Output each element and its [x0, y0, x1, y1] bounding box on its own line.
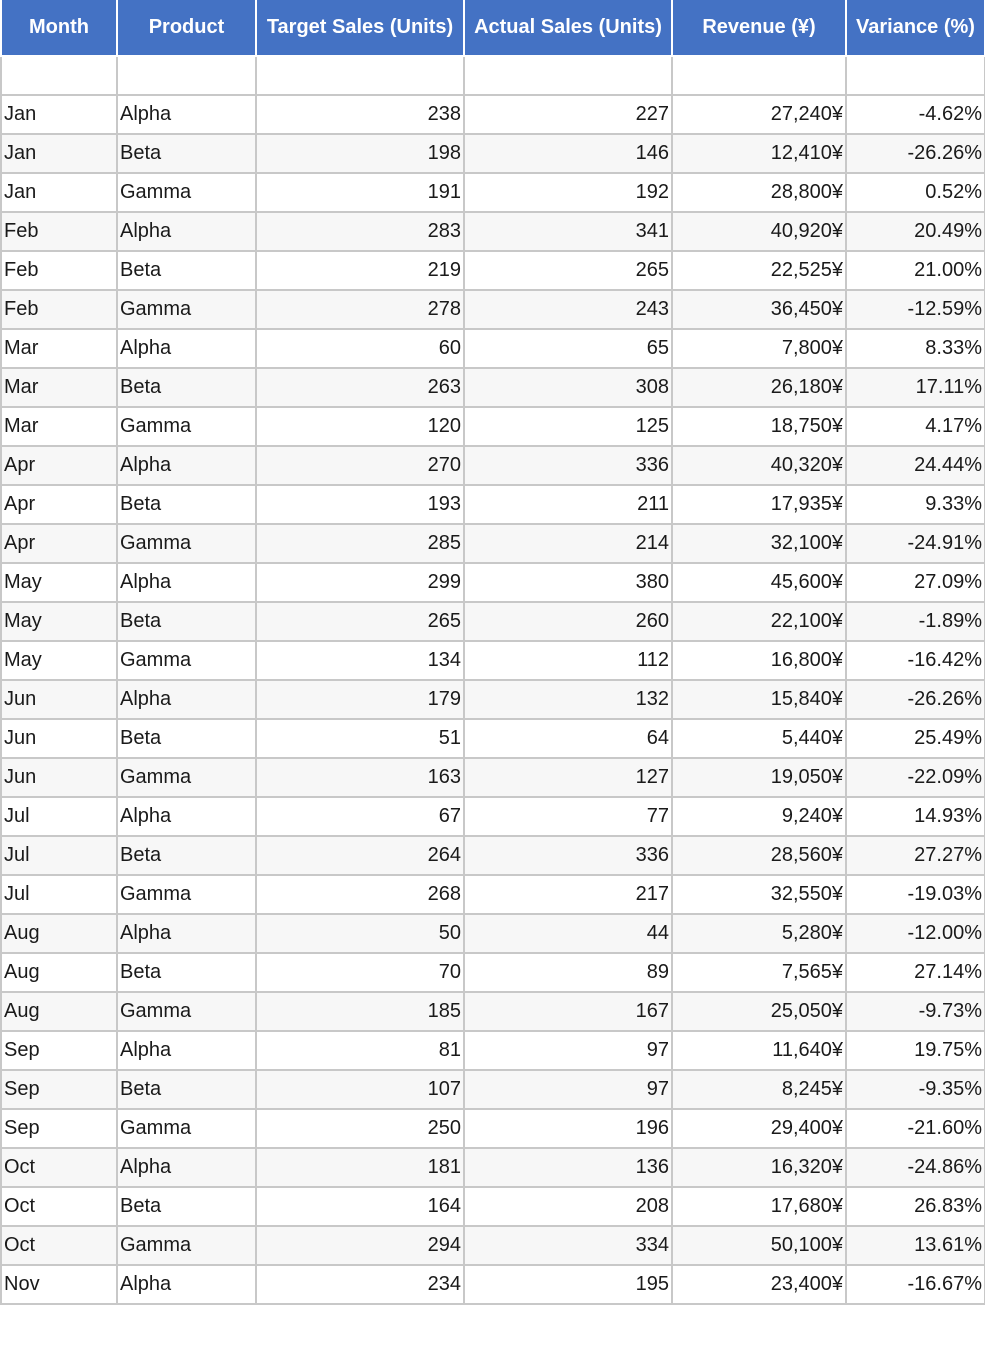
table-row — [1, 953, 985, 992]
cell-actual-sales[interactable]: 146 — [464, 134, 672, 173]
empty-cell[interactable] — [117, 56, 256, 95]
table-row — [1, 992, 985, 1031]
header-revenue[interactable]: Revenue (¥) — [672, 0, 846, 56]
cell-month[interactable]: Apr — [1, 524, 117, 563]
cell-actual-sales[interactable]: 167 — [464, 992, 672, 1031]
cell-product[interactable]: Gamma — [117, 290, 256, 329]
cell-variance[interactable]: 26.83% — [846, 1187, 985, 1226]
table-row — [1, 407, 985, 446]
cell-revenue[interactable]: 23,400¥ — [672, 1265, 846, 1304]
cell-month[interactable]: Mar — [1, 329, 117, 368]
cell-target-sales[interactable]: 278 — [256, 290, 464, 329]
cell-month[interactable]: Jan — [1, 95, 117, 134]
cell-revenue[interactable]: 9,240¥ — [672, 797, 846, 836]
cell-variance[interactable]: -4.62% — [846, 95, 985, 134]
cell-month[interactable]: Nov — [1, 1265, 117, 1304]
cell-target-sales[interactable]: 134 — [256, 641, 464, 680]
cell-target-sales[interactable]: 163 — [256, 758, 464, 797]
cell-revenue[interactable]: 32,550¥ — [672, 875, 846, 914]
cell-product[interactable]: Gamma — [117, 875, 256, 914]
cell-product[interactable]: Alpha — [117, 95, 256, 134]
cell-actual-sales[interactable]: 97 — [464, 1070, 672, 1109]
cell-revenue[interactable]: 40,320¥ — [672, 446, 846, 485]
cell-variance[interactable]: 25.49% — [846, 719, 985, 758]
cell-variance[interactable]: 0.52% — [846, 173, 985, 212]
table-row — [1, 1265, 985, 1304]
cell-variance[interactable]: 8.33% — [846, 329, 985, 368]
cell-month[interactable]: Oct — [1, 1226, 117, 1265]
empty-cell[interactable] — [256, 56, 464, 95]
header-row — [1, 0, 985, 56]
table-row — [1, 1187, 985, 1226]
cell-product[interactable]: Beta — [117, 1187, 256, 1226]
cell-revenue[interactable]: 15,840¥ — [672, 680, 846, 719]
cell-actual-sales[interactable]: 214 — [464, 524, 672, 563]
table-row — [1, 95, 985, 134]
cell-revenue[interactable]: 16,800¥ — [672, 641, 846, 680]
cell-product[interactable]: Alpha — [117, 563, 256, 602]
cell-product[interactable]: Gamma — [117, 992, 256, 1031]
cell-variance[interactable]: 17.11% — [846, 368, 985, 407]
cell-variance[interactable]: 24.44% — [846, 446, 985, 485]
cell-target-sales[interactable]: 164 — [256, 1187, 464, 1226]
cell-actual-sales[interactable]: 336 — [464, 836, 672, 875]
cell-revenue[interactable]: 5,280¥ — [672, 914, 846, 953]
cell-actual-sales[interactable]: 341 — [464, 212, 672, 251]
cell-actual-sales[interactable]: 112 — [464, 641, 672, 680]
empty-row — [1, 56, 985, 95]
cell-variance[interactable]: -12.00% — [846, 914, 985, 953]
cell-product[interactable]: Beta — [117, 368, 256, 407]
cell-month[interactable]: Oct — [1, 1187, 117, 1226]
cell-month[interactable]: Sep — [1, 1109, 117, 1148]
cell-revenue[interactable]: 22,100¥ — [672, 602, 846, 641]
cell-target-sales[interactable]: 285 — [256, 524, 464, 563]
table-row — [1, 680, 985, 719]
cell-revenue[interactable]: 27,240¥ — [672, 95, 846, 134]
cell-product[interactable]: Alpha — [117, 914, 256, 953]
cell-actual-sales[interactable]: 195 — [464, 1265, 672, 1304]
table-row — [1, 797, 985, 836]
table-row — [1, 836, 985, 875]
cell-revenue[interactable]: 11,640¥ — [672, 1031, 846, 1070]
cell-month[interactable]: Jul — [1, 875, 117, 914]
cell-target-sales[interactable]: 299 — [256, 563, 464, 602]
cell-variance[interactable]: -24.91% — [846, 524, 985, 563]
table-row — [1, 1148, 985, 1187]
cell-product[interactable]: Alpha — [117, 1148, 256, 1187]
cell-month[interactable]: Mar — [1, 368, 117, 407]
cell-product[interactable]: Alpha — [117, 1265, 256, 1304]
cell-revenue[interactable]: 32,100¥ — [672, 524, 846, 563]
cell-product[interactable]: Gamma — [117, 641, 256, 680]
cell-revenue[interactable]: 17,680¥ — [672, 1187, 846, 1226]
cell-month[interactable]: Jun — [1, 680, 117, 719]
table-row — [1, 524, 985, 563]
cell-product[interactable]: Beta — [117, 953, 256, 992]
cell-actual-sales[interactable]: 97 — [464, 1031, 672, 1070]
cell-actual-sales[interactable]: 127 — [464, 758, 672, 797]
cell-month[interactable]: Jan — [1, 134, 117, 173]
cell-month[interactable]: Jul — [1, 836, 117, 875]
table-row — [1, 602, 985, 641]
cell-target-sales[interactable]: 107 — [256, 1070, 464, 1109]
cell-variance[interactable]: -22.09% — [846, 758, 985, 797]
cell-target-sales[interactable]: 238 — [256, 95, 464, 134]
cell-product[interactable]: Beta — [117, 1070, 256, 1109]
cell-target-sales[interactable]: 283 — [256, 212, 464, 251]
cell-variance[interactable]: -16.67% — [846, 1265, 985, 1304]
cell-target-sales[interactable]: 263 — [256, 368, 464, 407]
cell-revenue[interactable]: 19,050¥ — [672, 758, 846, 797]
header-target-sales[interactable]: Target Sales (Units) — [256, 0, 464, 56]
cell-month[interactable]: Jul — [1, 797, 117, 836]
cell-target-sales[interactable]: 70 — [256, 953, 464, 992]
cell-variance[interactable]: 20.49% — [846, 212, 985, 251]
cell-target-sales[interactable]: 198 — [256, 134, 464, 173]
cell-month[interactable]: Aug — [1, 953, 117, 992]
cell-month[interactable]: Aug — [1, 992, 117, 1031]
cell-revenue[interactable]: 28,560¥ — [672, 836, 846, 875]
cell-target-sales[interactable]: 270 — [256, 446, 464, 485]
cell-product[interactable]: Alpha — [117, 212, 256, 251]
cell-actual-sales[interactable]: 125 — [464, 407, 672, 446]
cell-target-sales[interactable]: 250 — [256, 1109, 464, 1148]
table-row — [1, 719, 985, 758]
cell-actual-sales[interactable]: 334 — [464, 1226, 672, 1265]
cell-product[interactable]: Alpha — [117, 446, 256, 485]
table-row — [1, 329, 985, 368]
header-variance[interactable]: Variance (%) — [846, 0, 985, 56]
cell-variance[interactable]: 21.00% — [846, 251, 985, 290]
cell-month[interactable]: Oct — [1, 1148, 117, 1187]
cell-variance[interactable]: 19.75% — [846, 1031, 985, 1070]
cell-variance[interactable]: -21.60% — [846, 1109, 985, 1148]
cell-month[interactable]: Feb — [1, 290, 117, 329]
cell-variance[interactable]: 14.93% — [846, 797, 985, 836]
cell-variance[interactable]: 27.09% — [846, 563, 985, 602]
cell-variance[interactable]: -19.03% — [846, 875, 985, 914]
cell-actual-sales[interactable]: 336 — [464, 446, 672, 485]
cell-product[interactable]: Alpha — [117, 329, 256, 368]
cell-variance[interactable]: 9.33% — [846, 485, 985, 524]
cell-variance[interactable]: -16.42% — [846, 641, 985, 680]
table-row — [1, 290, 985, 329]
cell-actual-sales[interactable]: 132 — [464, 680, 672, 719]
cell-actual-sales[interactable]: 227 — [464, 95, 672, 134]
cell-actual-sales[interactable]: 211 — [464, 485, 672, 524]
cell-actual-sales[interactable]: 89 — [464, 953, 672, 992]
table-row — [1, 641, 985, 680]
cell-target-sales[interactable]: 294 — [256, 1226, 464, 1265]
table-row — [1, 173, 985, 212]
cell-revenue[interactable]: 26,180¥ — [672, 368, 846, 407]
cell-product[interactable]: Gamma — [117, 758, 256, 797]
cell-revenue[interactable]: 17,935¥ — [672, 485, 846, 524]
cell-product[interactable]: Beta — [117, 719, 256, 758]
cell-variance[interactable]: -9.35% — [846, 1070, 985, 1109]
table-row — [1, 212, 985, 251]
cell-actual-sales[interactable]: 44 — [464, 914, 672, 953]
cell-target-sales[interactable]: 219 — [256, 251, 464, 290]
table-row — [1, 134, 985, 173]
cell-revenue[interactable]: 36,450¥ — [672, 290, 846, 329]
table-row — [1, 758, 985, 797]
cell-month[interactable]: Jun — [1, 758, 117, 797]
cell-month[interactable]: Feb — [1, 251, 117, 290]
cell-variance[interactable]: 13.61% — [846, 1226, 985, 1265]
cell-product[interactable]: Gamma — [117, 407, 256, 446]
cell-actual-sales[interactable]: 260 — [464, 602, 672, 641]
cell-month[interactable]: Feb — [1, 212, 117, 251]
cell-variance[interactable]: -24.86% — [846, 1148, 985, 1187]
cell-target-sales[interactable]: 264 — [256, 836, 464, 875]
cell-target-sales[interactable]: 81 — [256, 1031, 464, 1070]
cell-month[interactable]: May — [1, 641, 117, 680]
cell-actual-sales[interactable]: 196 — [464, 1109, 672, 1148]
cell-target-sales[interactable]: 51 — [256, 719, 464, 758]
table-row — [1, 485, 985, 524]
cell-product[interactable]: Beta — [117, 251, 256, 290]
cell-revenue[interactable]: 50,100¥ — [672, 1226, 846, 1265]
cell-revenue[interactable]: 40,920¥ — [672, 212, 846, 251]
cell-product[interactable]: Gamma — [117, 1226, 256, 1265]
cell-revenue[interactable]: 45,600¥ — [672, 563, 846, 602]
cell-variance[interactable]: -26.26% — [846, 134, 985, 173]
table-row — [1, 368, 985, 407]
cell-target-sales[interactable]: 191 — [256, 173, 464, 212]
cell-actual-sales[interactable]: 243 — [464, 290, 672, 329]
cell-target-sales[interactable]: 268 — [256, 875, 464, 914]
cell-revenue[interactable]: 29,400¥ — [672, 1109, 846, 1148]
cell-target-sales[interactable]: 193 — [256, 485, 464, 524]
cell-revenue[interactable]: 18,750¥ — [672, 407, 846, 446]
cell-actual-sales[interactable]: 192 — [464, 173, 672, 212]
cell-target-sales[interactable]: 60 — [256, 329, 464, 368]
cell-variance[interactable]: -9.73% — [846, 992, 985, 1031]
table-row — [1, 1109, 985, 1148]
cell-revenue[interactable]: 7,565¥ — [672, 953, 846, 992]
table-row — [1, 563, 985, 602]
cell-revenue[interactable]: 28,800¥ — [672, 173, 846, 212]
cell-month[interactable]: Jan — [1, 173, 117, 212]
table-row — [1, 446, 985, 485]
header-product[interactable]: Product — [117, 0, 256, 56]
cell-target-sales[interactable]: 120 — [256, 407, 464, 446]
cell-target-sales[interactable]: 50 — [256, 914, 464, 953]
cell-month[interactable]: May — [1, 563, 117, 602]
cell-variance[interactable]: -12.59% — [846, 290, 985, 329]
cell-revenue[interactable]: 8,245¥ — [672, 1070, 846, 1109]
cell-actual-sales[interactable]: 64 — [464, 719, 672, 758]
cell-product[interactable]: Beta — [117, 134, 256, 173]
cell-product[interactable]: Gamma — [117, 1109, 256, 1148]
cell-actual-sales[interactable]: 217 — [464, 875, 672, 914]
cell-product[interactable]: Alpha — [117, 1031, 256, 1070]
cell-product[interactable]: Gamma — [117, 173, 256, 212]
table-row — [1, 914, 985, 953]
cell-revenue[interactable]: 5,440¥ — [672, 719, 846, 758]
cell-variance[interactable]: 27.14% — [846, 953, 985, 992]
cell-actual-sales[interactable]: 380 — [464, 563, 672, 602]
table-row — [1, 875, 985, 914]
cell-target-sales[interactable]: 185 — [256, 992, 464, 1031]
cell-revenue[interactable]: 7,800¥ — [672, 329, 846, 368]
cell-actual-sales[interactable]: 77 — [464, 797, 672, 836]
cell-variance[interactable]: 4.17% — [846, 407, 985, 446]
cell-actual-sales[interactable]: 65 — [464, 329, 672, 368]
table-row — [1, 251, 985, 290]
cell-target-sales[interactable]: 181 — [256, 1148, 464, 1187]
empty-cell[interactable] — [1, 56, 117, 95]
cell-month[interactable]: Jun — [1, 719, 117, 758]
empty-cell[interactable] — [464, 56, 672, 95]
table-row — [1, 1070, 985, 1109]
table-row — [1, 1226, 985, 1265]
cell-month[interactable]: Mar — [1, 407, 117, 446]
cell-month[interactable]: Apr — [1, 446, 117, 485]
cell-month[interactable]: Aug — [1, 914, 117, 953]
cell-month[interactable]: Sep — [1, 1070, 117, 1109]
cell-product[interactable]: Beta — [117, 836, 256, 875]
cell-variance[interactable]: -1.89% — [846, 602, 985, 641]
table-row — [1, 1031, 985, 1070]
empty-cell[interactable] — [846, 56, 985, 95]
cell-actual-sales[interactable]: 265 — [464, 251, 672, 290]
cell-product[interactable]: Alpha — [117, 680, 256, 719]
cell-actual-sales[interactable]: 136 — [464, 1148, 672, 1187]
cell-product[interactable]: Gamma — [117, 524, 256, 563]
cell-target-sales[interactable]: 265 — [256, 602, 464, 641]
cell-month[interactable]: Sep — [1, 1031, 117, 1070]
header-actual-sales[interactable]: Actual Sales (Units) — [464, 0, 672, 56]
cell-actual-sales[interactable]: 308 — [464, 368, 672, 407]
cell-target-sales[interactable]: 67 — [256, 797, 464, 836]
cell-month[interactable]: May — [1, 602, 117, 641]
cell-revenue[interactable]: 12,410¥ — [672, 134, 846, 173]
cell-revenue[interactable]: 22,525¥ — [672, 251, 846, 290]
cell-revenue[interactable]: 16,320¥ — [672, 1148, 846, 1187]
cell-product[interactable]: Beta — [117, 602, 256, 641]
empty-cell[interactable] — [672, 56, 846, 95]
cell-product[interactable]: Beta — [117, 485, 256, 524]
cell-actual-sales[interactable]: 208 — [464, 1187, 672, 1226]
header-month[interactable]: Month — [1, 0, 117, 56]
cell-variance[interactable]: 27.27% — [846, 836, 985, 875]
cell-revenue[interactable]: 25,050¥ — [672, 992, 846, 1031]
cell-variance[interactable]: -26.26% — [846, 680, 985, 719]
cell-target-sales[interactable]: 179 — [256, 680, 464, 719]
cell-product[interactable]: Alpha — [117, 797, 256, 836]
cell-target-sales[interactable]: 234 — [256, 1265, 464, 1304]
cell-month[interactable]: Apr — [1, 485, 117, 524]
